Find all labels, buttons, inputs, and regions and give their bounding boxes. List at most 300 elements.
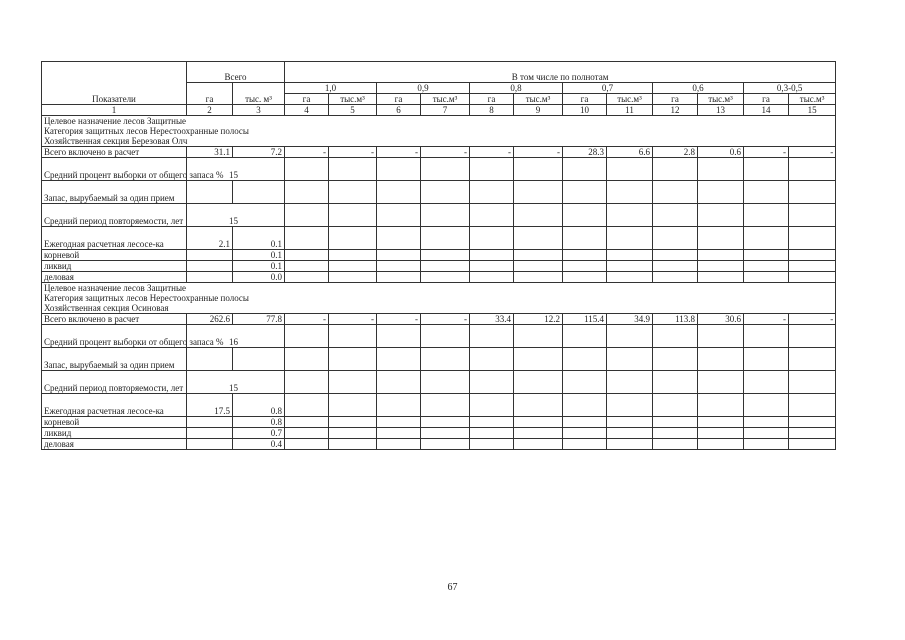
table-cell bbox=[329, 181, 377, 204]
column-number: 15 bbox=[789, 105, 836, 116]
table-cell bbox=[329, 394, 377, 417]
empty-cell bbox=[470, 371, 514, 394]
table-cell bbox=[285, 227, 329, 250]
sub-ha: га bbox=[744, 94, 789, 105]
table-cell bbox=[789, 250, 836, 261]
table-cell bbox=[187, 261, 233, 272]
empty-cell bbox=[744, 158, 789, 181]
table-row bbox=[42, 204, 836, 227]
column-number: 8 bbox=[470, 105, 514, 116]
table-cell bbox=[514, 261, 563, 272]
table-cell bbox=[421, 261, 470, 272]
table-cell bbox=[470, 250, 514, 261]
table-row bbox=[42, 147, 836, 158]
row-label: Запас, вырубаемый за один прием bbox=[42, 348, 187, 371]
empty-cell bbox=[607, 204, 653, 227]
sub-ha: га bbox=[377, 94, 421, 105]
table-cell bbox=[563, 348, 607, 371]
table-cell bbox=[470, 181, 514, 204]
section-info-line: Категория защитных лесов Нерестоохранные полосы bbox=[44, 293, 249, 303]
table-cell bbox=[377, 181, 421, 204]
table-cell bbox=[563, 250, 607, 261]
table-cell: 0.4 bbox=[233, 439, 285, 450]
table-cell bbox=[698, 417, 744, 428]
table-cell bbox=[698, 348, 744, 371]
empty-cell bbox=[470, 158, 514, 181]
table-cell: 0.7 bbox=[233, 428, 285, 439]
sub-volume: тыс.м³ bbox=[607, 94, 653, 105]
table-cell: 0.8 bbox=[233, 417, 285, 428]
empty-cell bbox=[377, 204, 421, 227]
table-cell: - bbox=[329, 314, 377, 325]
table-cell bbox=[789, 439, 836, 450]
row-label: Средний период повторяемости, лет bbox=[42, 371, 187, 394]
table-cell bbox=[329, 348, 377, 371]
header-density-5: 0,6 bbox=[653, 83, 744, 94]
table-cell: - bbox=[329, 147, 377, 158]
table-cell bbox=[187, 250, 233, 261]
sub-ha: га bbox=[285, 94, 329, 105]
table-body bbox=[42, 62, 836, 450]
table-cell bbox=[698, 250, 744, 261]
table-cell: 115.4 bbox=[563, 314, 607, 325]
table-cell bbox=[285, 428, 329, 439]
table-cell bbox=[377, 417, 421, 428]
table-row bbox=[42, 314, 836, 325]
table-cell bbox=[563, 439, 607, 450]
table-cell bbox=[421, 428, 470, 439]
empty-cell bbox=[744, 204, 789, 227]
table-cell bbox=[698, 428, 744, 439]
table-cell: 17.5 bbox=[187, 394, 233, 417]
table-cell bbox=[698, 439, 744, 450]
table-cell bbox=[563, 181, 607, 204]
column-number: 1 bbox=[42, 105, 187, 116]
empty-cell bbox=[563, 325, 607, 348]
table-row bbox=[42, 348, 836, 371]
table-cell bbox=[329, 272, 377, 283]
table-cell bbox=[421, 181, 470, 204]
table-row bbox=[42, 439, 836, 450]
empty-cell bbox=[744, 325, 789, 348]
table-cell bbox=[789, 227, 836, 250]
table-cell bbox=[285, 181, 329, 204]
row-label: Ежегодная расчетная лесосе-ка bbox=[42, 394, 187, 417]
table-row bbox=[42, 227, 836, 250]
table-row bbox=[42, 394, 836, 417]
table-cell bbox=[607, 227, 653, 250]
section-info bbox=[42, 283, 836, 314]
merged-value: 15 bbox=[187, 158, 285, 181]
row-label: Средний период повторяемости, лет bbox=[42, 204, 187, 227]
empty-cell bbox=[285, 325, 329, 348]
table-cell bbox=[329, 417, 377, 428]
table-cell bbox=[470, 417, 514, 428]
empty-cell bbox=[514, 158, 563, 181]
empty-cell bbox=[470, 204, 514, 227]
table-cell bbox=[233, 348, 285, 371]
table-cell bbox=[421, 394, 470, 417]
table-cell: 28.3 bbox=[563, 147, 607, 158]
table-cell bbox=[187, 417, 233, 428]
column-number: 5 bbox=[329, 105, 377, 116]
column-number: 3 bbox=[233, 105, 285, 116]
table-cell: - bbox=[377, 314, 421, 325]
merged-value: 15 bbox=[187, 371, 285, 394]
table-cell: 0.0 bbox=[233, 272, 285, 283]
empty-cell bbox=[377, 158, 421, 181]
table-cell bbox=[789, 181, 836, 204]
table-cell bbox=[607, 181, 653, 204]
column-number: 13 bbox=[698, 105, 744, 116]
column-number: 6 bbox=[377, 105, 421, 116]
empty-cell bbox=[329, 158, 377, 181]
empty-cell bbox=[514, 325, 563, 348]
page-number: 67 bbox=[447, 582, 458, 593]
column-number: 2 bbox=[187, 105, 233, 116]
table-cell bbox=[607, 272, 653, 283]
empty-cell bbox=[698, 204, 744, 227]
table-cell: 6.6 bbox=[607, 147, 653, 158]
table-cell bbox=[377, 261, 421, 272]
table-cell: - bbox=[789, 147, 836, 158]
table-cell bbox=[653, 261, 698, 272]
table-cell bbox=[514, 250, 563, 261]
empty-cell bbox=[329, 325, 377, 348]
table-cell bbox=[285, 394, 329, 417]
table-cell bbox=[653, 417, 698, 428]
row-label: деловая bbox=[42, 272, 187, 283]
table-cell bbox=[789, 261, 836, 272]
section-info bbox=[42, 116, 836, 147]
table-cell bbox=[377, 439, 421, 450]
table-cell bbox=[563, 428, 607, 439]
table-cell bbox=[607, 250, 653, 261]
sub-ha: га bbox=[470, 94, 514, 105]
table-cell: 34.9 bbox=[607, 314, 653, 325]
table-cell bbox=[470, 348, 514, 371]
sub-volume: тыс.м³ bbox=[329, 94, 377, 105]
table-cell bbox=[653, 428, 698, 439]
table-cell bbox=[329, 428, 377, 439]
header-density-1: 1,0 bbox=[285, 83, 377, 94]
table-cell bbox=[789, 272, 836, 283]
table-cell bbox=[563, 272, 607, 283]
table-cell bbox=[285, 417, 329, 428]
table-cell bbox=[698, 394, 744, 417]
table-cell: - bbox=[470, 147, 514, 158]
column-number: 14 bbox=[744, 105, 789, 116]
sub-ha: га bbox=[563, 94, 607, 105]
table-cell bbox=[470, 394, 514, 417]
table-cell bbox=[698, 227, 744, 250]
table-cell bbox=[329, 250, 377, 261]
table-cell bbox=[329, 439, 377, 450]
row-label: Всего включено в расчет bbox=[42, 314, 187, 325]
table-cell bbox=[421, 439, 470, 450]
table-cell bbox=[514, 428, 563, 439]
table-cell bbox=[744, 261, 789, 272]
table-row bbox=[42, 250, 836, 261]
sub-volume: тыс.м³ bbox=[698, 94, 744, 105]
table-cell: 77.8 bbox=[233, 314, 285, 325]
empty-cell bbox=[421, 204, 470, 227]
felling-table bbox=[41, 61, 836, 450]
table-cell bbox=[377, 272, 421, 283]
table-cell bbox=[187, 428, 233, 439]
table-cell bbox=[377, 250, 421, 261]
table-cell: 2.1 bbox=[187, 227, 233, 250]
header-total-ha: га bbox=[187, 83, 233, 105]
table-cell bbox=[377, 394, 421, 417]
table-cell: - bbox=[285, 314, 329, 325]
table-cell bbox=[377, 348, 421, 371]
table-cell bbox=[744, 439, 789, 450]
row-label: Запас, вырубаемый за один прием bbox=[42, 181, 187, 204]
table-cell bbox=[607, 348, 653, 371]
table-cell bbox=[607, 439, 653, 450]
table-cell bbox=[187, 272, 233, 283]
table-cell bbox=[421, 417, 470, 428]
table-cell bbox=[744, 428, 789, 439]
table-cell bbox=[607, 417, 653, 428]
table-cell: - bbox=[744, 314, 789, 325]
merged-value: 15 bbox=[187, 204, 285, 227]
empty-cell bbox=[607, 325, 653, 348]
table-cell: 0.1 bbox=[233, 250, 285, 261]
table-cell: 0.8 bbox=[233, 394, 285, 417]
empty-cell bbox=[789, 371, 836, 394]
table-cell bbox=[187, 439, 233, 450]
section-info-line: Категория защитных лесов Нерестоохранные полосы bbox=[44, 126, 249, 136]
table-row bbox=[42, 261, 836, 272]
column-number: 7 bbox=[421, 105, 470, 116]
table-cell: 12.2 bbox=[514, 314, 563, 325]
empty-cell bbox=[563, 158, 607, 181]
empty-cell bbox=[377, 325, 421, 348]
table-cell bbox=[285, 250, 329, 261]
empty-cell bbox=[698, 325, 744, 348]
table-cell bbox=[607, 261, 653, 272]
table-cell bbox=[285, 261, 329, 272]
row-label: Средний процент выборки от общего запаса % bbox=[42, 158, 187, 181]
table-cell bbox=[607, 394, 653, 417]
empty-cell bbox=[653, 325, 698, 348]
section-info-line: Целевое назначение лесов Защитные bbox=[44, 116, 186, 126]
section-info-row bbox=[42, 116, 836, 147]
column-number: 4 bbox=[285, 105, 329, 116]
table-cell bbox=[653, 250, 698, 261]
table-cell bbox=[421, 348, 470, 371]
empty-cell bbox=[607, 371, 653, 394]
column-number: 9 bbox=[514, 105, 563, 116]
table-cell bbox=[421, 227, 470, 250]
table-cell bbox=[789, 428, 836, 439]
empty-cell bbox=[698, 371, 744, 394]
table-cell bbox=[421, 272, 470, 283]
header-density-4: 0,7 bbox=[563, 83, 653, 94]
empty-cell bbox=[285, 371, 329, 394]
table-cell: 0.6 bbox=[698, 147, 744, 158]
table-cell bbox=[514, 348, 563, 371]
table-cell bbox=[563, 394, 607, 417]
table-cell: - bbox=[285, 147, 329, 158]
empty-cell bbox=[789, 204, 836, 227]
table-cell bbox=[285, 272, 329, 283]
table-row bbox=[42, 272, 836, 283]
table-cell bbox=[329, 261, 377, 272]
table-cell bbox=[514, 394, 563, 417]
header-including: В том числе по полнотам bbox=[285, 62, 836, 83]
empty-cell bbox=[329, 204, 377, 227]
row-label: деловая bbox=[42, 439, 187, 450]
table-cell: - bbox=[744, 147, 789, 158]
empty-cell bbox=[514, 204, 563, 227]
row-label: Ежегодная расчетная лесосе-ка bbox=[42, 227, 187, 250]
sub-volume: тыс.м³ bbox=[421, 94, 470, 105]
table-cell: 0.1 bbox=[233, 261, 285, 272]
sub-volume: тыс.м³ bbox=[789, 94, 836, 105]
table-cell bbox=[470, 261, 514, 272]
header-row-1 bbox=[42, 62, 836, 83]
table-cell: 33.4 bbox=[470, 314, 514, 325]
table-cell bbox=[514, 181, 563, 204]
empty-cell bbox=[607, 158, 653, 181]
table-cell: 31.1 bbox=[187, 147, 233, 158]
table-cell: - bbox=[789, 314, 836, 325]
table-cell bbox=[789, 348, 836, 371]
table-row bbox=[42, 417, 836, 428]
section-info-line: Хозяйственная секция Березовая Олч bbox=[44, 136, 188, 146]
table-cell: - bbox=[421, 147, 470, 158]
table-cell bbox=[421, 250, 470, 261]
table-cell bbox=[514, 272, 563, 283]
table-cell bbox=[789, 417, 836, 428]
table-cell bbox=[653, 394, 698, 417]
row-label: корневой bbox=[42, 250, 187, 261]
table-cell bbox=[653, 227, 698, 250]
table-cell bbox=[744, 417, 789, 428]
section-info-row bbox=[42, 283, 836, 314]
table-cell bbox=[285, 348, 329, 371]
empty-cell bbox=[789, 325, 836, 348]
table-cell bbox=[789, 394, 836, 417]
table-cell: - bbox=[421, 314, 470, 325]
empty-cell bbox=[653, 204, 698, 227]
table-cell bbox=[653, 348, 698, 371]
table-cell: 113.8 bbox=[653, 314, 698, 325]
table-cell bbox=[377, 428, 421, 439]
empty-cell bbox=[789, 158, 836, 181]
table-cell: 30.6 bbox=[698, 314, 744, 325]
table-cell bbox=[329, 227, 377, 250]
empty-cell bbox=[377, 371, 421, 394]
table-cell: - bbox=[514, 147, 563, 158]
empty-cell bbox=[744, 371, 789, 394]
empty-cell bbox=[329, 371, 377, 394]
table-cell bbox=[187, 348, 233, 371]
table-cell bbox=[563, 417, 607, 428]
header-total-volume: тыс. м³ bbox=[233, 83, 285, 105]
header-indicators: Показатели bbox=[42, 62, 187, 105]
table-cell bbox=[470, 227, 514, 250]
table-cell: 262.6 bbox=[187, 314, 233, 325]
table-cell bbox=[744, 394, 789, 417]
empty-cell bbox=[421, 325, 470, 348]
table-row bbox=[42, 158, 836, 181]
table-cell bbox=[744, 250, 789, 261]
table-cell: 7.2 bbox=[233, 147, 285, 158]
empty-cell bbox=[563, 204, 607, 227]
table-cell bbox=[744, 348, 789, 371]
section-info-line: Целевое назначение лесов Защитные bbox=[44, 283, 186, 293]
table-cell bbox=[470, 439, 514, 450]
merged-value: 16 bbox=[187, 325, 285, 348]
table-cell bbox=[377, 227, 421, 250]
empty-cell bbox=[285, 204, 329, 227]
table-cell bbox=[233, 181, 285, 204]
table-cell bbox=[698, 261, 744, 272]
row-label: ликвид bbox=[42, 261, 187, 272]
table-cell bbox=[744, 272, 789, 283]
header-density-3: 0,8 bbox=[470, 83, 563, 94]
table-cell bbox=[563, 261, 607, 272]
column-number: 12 bbox=[653, 105, 698, 116]
table-cell bbox=[285, 439, 329, 450]
empty-cell bbox=[653, 158, 698, 181]
empty-cell bbox=[285, 158, 329, 181]
table-cell bbox=[744, 181, 789, 204]
table-row bbox=[42, 325, 836, 348]
table-cell: 0.1 bbox=[233, 227, 285, 250]
table-cell bbox=[470, 272, 514, 283]
column-number: 11 bbox=[607, 105, 653, 116]
table-cell bbox=[514, 227, 563, 250]
header-total: Всего bbox=[187, 62, 285, 83]
empty-cell bbox=[653, 371, 698, 394]
table-cell bbox=[514, 417, 563, 428]
empty-cell bbox=[698, 158, 744, 181]
table-cell bbox=[653, 181, 698, 204]
row-label: Средний процент выборки от общего запаса % bbox=[42, 325, 187, 348]
table-cell bbox=[698, 181, 744, 204]
table-row bbox=[42, 371, 836, 394]
empty-cell bbox=[421, 158, 470, 181]
column-number: 10 bbox=[563, 105, 607, 116]
table-cell bbox=[653, 439, 698, 450]
table-cell bbox=[470, 428, 514, 439]
row-label: корневой bbox=[42, 417, 187, 428]
header-density-6: 0,3-0,5 bbox=[744, 83, 836, 94]
header-density-2: 0,9 bbox=[377, 83, 470, 94]
table-row bbox=[42, 428, 836, 439]
empty-cell bbox=[514, 371, 563, 394]
section-info-line: Хозяйственная секция Осиновая bbox=[44, 303, 169, 313]
column-number-row bbox=[42, 105, 836, 116]
table-cell bbox=[563, 227, 607, 250]
table-cell: 2.8 bbox=[653, 147, 698, 158]
table-cell bbox=[653, 272, 698, 283]
empty-cell bbox=[563, 371, 607, 394]
table-cell bbox=[698, 272, 744, 283]
sub-ha: га bbox=[653, 94, 698, 105]
table-row bbox=[42, 181, 836, 204]
table-cell bbox=[514, 439, 563, 450]
table-cell bbox=[744, 227, 789, 250]
empty-cell bbox=[470, 325, 514, 348]
empty-cell bbox=[421, 371, 470, 394]
table-cell bbox=[607, 428, 653, 439]
